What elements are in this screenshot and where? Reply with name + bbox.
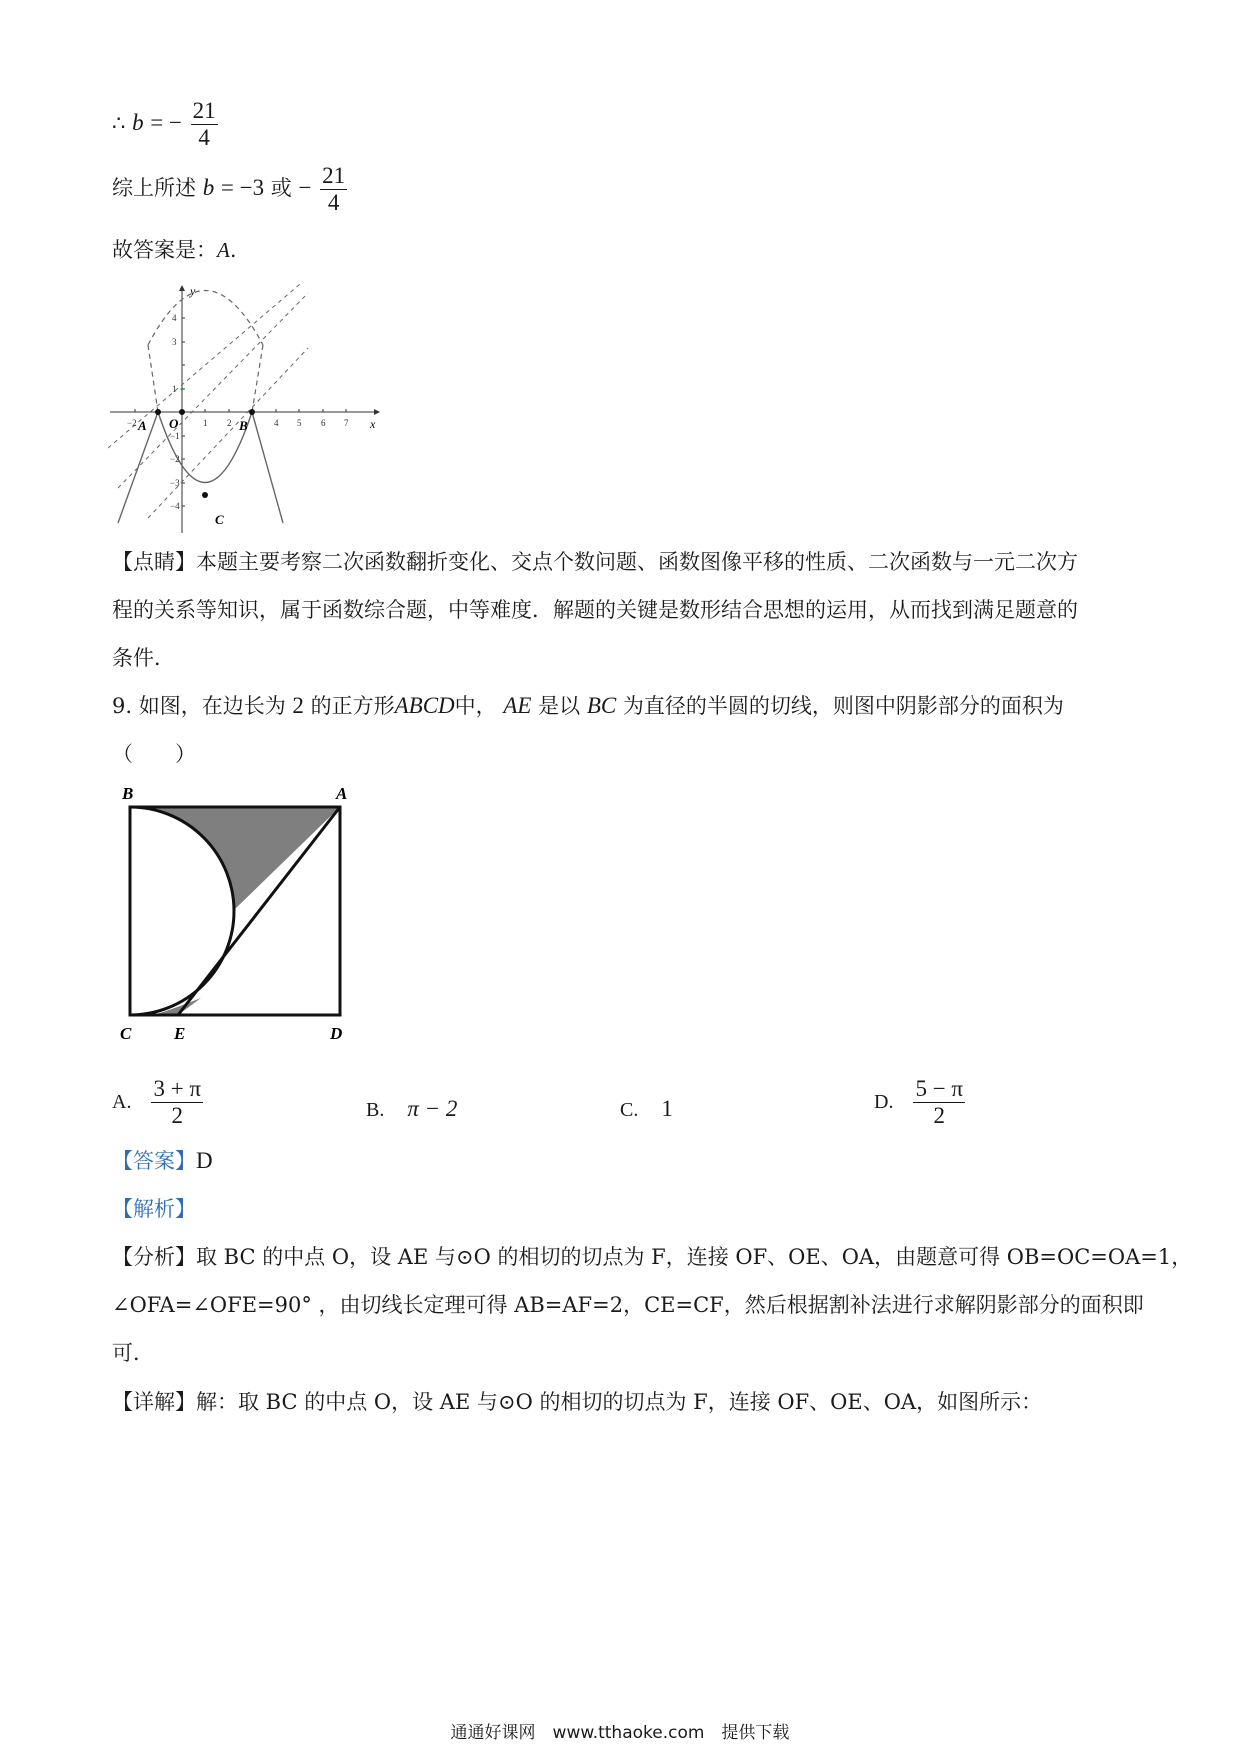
answer-line-end: . [229,238,237,262]
question-text-d: 是以 [538,694,581,718]
label-e: E [174,1024,186,1043]
solid-branch-right [252,412,283,523]
summary-label: 综上所述 [112,176,196,200]
answer-parentheses: （ ） [112,742,196,766]
dashed-parabola [148,291,263,346]
detail-line-1: 解：取 BC 的中点 O，设 AE 与⊙O 的相切的切点为 F，连接 OF、OE、OA，如图所示： [196,1390,1043,1414]
label-d: D [330,1024,343,1043]
summary-var-b: b [202,175,215,200]
point-b [249,409,255,415]
y-tick-label: 1 [172,384,177,394]
fraction-numerator: 5 − π [915,1076,964,1101]
y-tick-label: −1 [170,431,180,441]
option-a-fraction [151,1076,203,1129]
therefore-line [112,98,220,151]
var-b: b [132,110,144,135]
detail-block [112,1378,1042,1426]
option-d-fraction [913,1076,965,1129]
x-tick-label: 7 [344,418,349,428]
question-number: 9. [112,694,133,718]
detail-label: 【详解】 [112,1390,196,1414]
x-tick-label: 4 [274,418,279,428]
y-tick-label: −3 [170,478,180,488]
x-tick-label: 6 [321,418,326,428]
question-text-c: 中， [454,694,497,718]
option-d-label: D. [874,1091,894,1113]
therefore-symbol: ∴ [112,111,126,135]
answer-label: 【答案】 [112,1149,196,1173]
point-o [179,409,185,415]
option-c-label: C. [620,1099,639,1121]
summary-or: 或 [270,176,292,200]
label-b: B [122,785,134,803]
y-tick-label: −4 [170,501,180,511]
option-c-value: 1 [661,1096,673,1121]
fenxi-line-3: 可． [112,1341,154,1365]
square-semicircle-figure [108,785,358,1050]
segment-bc: BC [586,693,617,718]
question-text-b: 的正方形 [310,694,395,718]
x-tick-label: 2 [227,418,232,428]
summary-line [112,163,349,216]
answer-value: D [196,1148,213,1173]
point-b-label: B [239,418,248,433]
label-a: A [336,785,348,803]
fraction-denominator: 4 [198,125,210,150]
x-tick-label: −2 [127,418,137,428]
option-a-label: A. [112,1091,132,1113]
square-name: ABCD [394,693,455,718]
commentary-line-1: 本题主要考察二次函数翻折变化、交点个数问题、函数图像平移的性质、二次函数与一元二次方 [196,550,1078,574]
point-a-label: A [138,418,147,433]
option-b[interactable] [366,1096,457,1122]
y-axis-arrow [179,285,185,291]
origin-label: O [169,416,179,431]
option-c[interactable] [620,1096,673,1122]
fenxi-line-1: 取 BC 的中点 O，设 AE 与⊙O 的相切的切点为 F，连接 OF、OE、OA，由题意可得 OB=OC=OA=1， [196,1245,1193,1269]
x-axis-label: x [370,417,376,431]
point-c [202,492,208,498]
parabola-graph [108,283,388,535]
option-d[interactable] [874,1076,967,1129]
x-tick-label: 5 [297,418,302,428]
point-a [155,409,161,415]
fraction-denominator: 2 [933,1103,945,1128]
point-c-label: C [215,512,224,527]
answer-line-label: 故答案是： [112,238,217,262]
question-9 [112,682,1064,730]
side-length: 2 [292,693,304,718]
equals-minus: = − [150,110,182,135]
answer-line [112,236,237,264]
fraction-21-4 [191,98,218,151]
commentary-label: 【点睛】 [112,550,196,574]
fraction-numerator: 21 [192,98,216,123]
question-text-a: 如图，在边长为 [138,694,286,718]
fenxi-label: 【分析】 [112,1245,196,1269]
option-b-value: π − 2 [407,1096,458,1121]
fraction-numerator: 21 [322,163,346,188]
summary-equals: = −3 [220,175,265,200]
answer-line-value: A [217,238,230,262]
commentary-block [112,538,1132,682]
fenxi-block [112,1233,1193,1377]
label-c: C [120,1024,132,1043]
fraction-21-4-b [320,163,347,216]
point-marker [181,388,184,391]
x-tick-label: 1 [203,418,208,428]
y-axis-label: y [190,284,196,298]
commentary-line-3: 条件． [112,646,175,670]
answer-row [112,1137,213,1185]
dashed-line-2 [118,293,308,488]
question-text-e: 为直径的半圆的切线，则图中阴影部分的面积为 [622,694,1064,718]
y-tick-label: 3 [172,337,177,347]
option-a[interactable] [112,1076,205,1129]
fenxi-line-2: ∠OFA=∠OFE=90° ，由切线长定理可得 AB=AF=2，CE=CF，然后根据割补法进行求解阴影部分的面积即 [112,1293,1144,1317]
analysis-label: 【解析】 [112,1197,196,1221]
fraction-numerator: 3 + π [153,1076,202,1101]
x-axis-arrow [374,409,380,415]
commentary-line-2: 程的关系等知识，属于函数综合题，中等难度．解题的关键是数形结合思想的运用，从而找到满足题意的 [112,598,1078,622]
y-tick-label: 4 [172,313,177,323]
fraction-denominator: 4 [327,190,340,215]
summary-minus: − [298,175,312,200]
footer-text: 通通好课网 www.tthaoke.com 提供下载 [450,1723,790,1743]
y-tick-label: −2 [170,454,180,464]
option-b-label: B. [366,1099,385,1121]
segment-ae: AE [503,693,532,718]
fraction-denominator: 2 [171,1103,183,1128]
